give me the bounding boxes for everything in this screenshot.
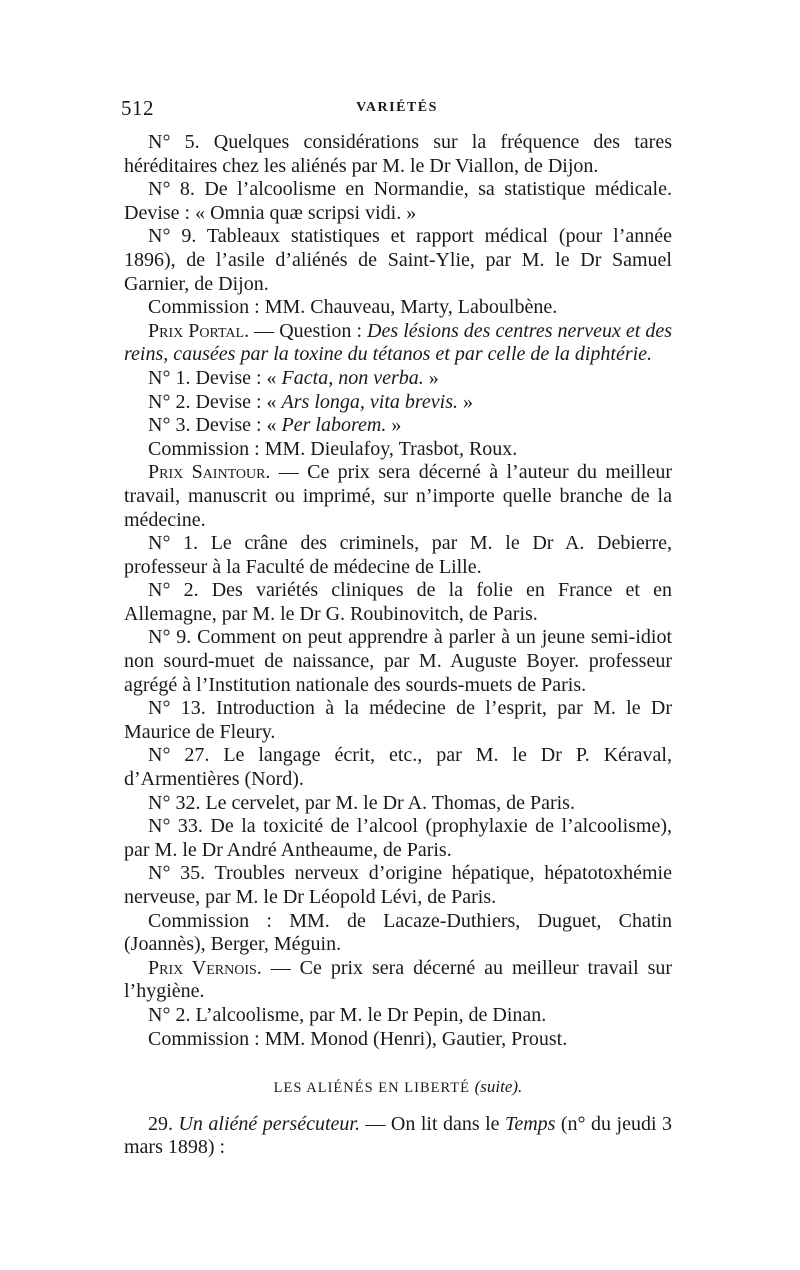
paragraph: N° 32. Le cervelet, par M. le Dr A. Thomas, de Paris. bbox=[148, 791, 575, 814]
final-paragraph: 29. Un aliéné persécuteur. — On lit dans le Temps (n° du jeudi 3 mars 1898) : bbox=[124, 1112, 672, 1159]
paragraph: N° 27. Le langage écrit, etc., par M. le Dr P. Kéraval, d’Armentières (Nord). bbox=[124, 744, 672, 791]
paragraph: N° 33. De la toxicité de l’alcool (prophylaxie de l’alcoolisme), par M. le Dr André Antheaume, de Paris. bbox=[124, 815, 672, 861]
paragraph: N° 5. Quelques considérations sur la fréquence des tares héréditaires chez les aliénés par M. le Dr Viallon, de Dijon. bbox=[124, 131, 672, 177]
paragraph: N° 9. Tableaux statistiques et rapport médical (pour l’année 1896), de l’asile d’aliénés de Saint-Ylie, par M. le Dr Samuel Garnier, de Dijon. bbox=[124, 225, 672, 295]
prize-vernois-paragraph: Prix Vernois. — Ce prix sera décerné au meilleur travail sur l’hygiène. bbox=[124, 956, 673, 1003]
paragraph: N° 13. Introduction à la médecine de l’esprit, par M. le Dr Maurice de Fleury. bbox=[124, 697, 672, 743]
paragraph: N° 35. Troubles nerveux d’origine hépatique, hépatotoxhémie nerveuse, par M. le Dr Léopold Lévi, de Paris. bbox=[124, 862, 672, 908]
page-number: 512 bbox=[121, 96, 154, 120]
paragraph: N° 8. De l’alcoolisme en Normandie, sa statistique médicale. Devise : « Omnia quæ scripsi vidi. » bbox=[124, 178, 672, 224]
prize-portal-paragraph: Prix Portal. — Question : Des lésions des centres nerveux et des reins, causées par la toxine du tétanos et par celle de la diphtérie. bbox=[124, 319, 673, 366]
devise-paragraph: N° 3. Devise : « Per laborem. » bbox=[148, 414, 402, 437]
devise-paragraph: N° 2. Devise : « Ars longa, vita brevis. » bbox=[148, 390, 474, 413]
prize-name: Prix Saintour. bbox=[148, 461, 271, 484]
prize-name: Prix Portal. bbox=[148, 319, 250, 342]
prize-saintour-paragraph: Prix Saintour. — Ce prix sera décerné à l’auteur du meilleur travail, manuscrit ou imprimé, sur n’importe quelle branche de la médecine. bbox=[124, 461, 672, 531]
devise-paragraph: N° 1. Devise : « Facta, non verba. » bbox=[148, 366, 439, 389]
paragraph: N° 2. Des variétés cliniques de la folie en France et en Allemagne, par M. le Dr G. Roubinovitch, de Paris. bbox=[124, 579, 672, 625]
paragraph: Commission : MM. de Lacaze-Duthiers, Duguet, Chatin (Joannès), Berger, Méguin. bbox=[124, 909, 672, 956]
prize-name: Prix Vernois. bbox=[148, 956, 262, 979]
running-title: VARIÉTÉS bbox=[356, 100, 438, 115]
paragraph: Commission : MM. Dieulafoy, Trasbot, Roux. bbox=[148, 437, 518, 460]
text-body bbox=[124, 131, 672, 1160]
page-header bbox=[121, 96, 673, 126]
paragraph: N° 2. L’alcoolisme, par M. le Dr Pepin, de Dinan. bbox=[148, 1003, 547, 1026]
section-heading: LES ALIÉNÉS EN LIBERTÉ (suite). bbox=[273, 1077, 523, 1097]
paragraph: N° 9. Comment on peut apprendre à parler à un jeune semi-idiot non sourd-muet de naissance, par M. Auguste Boyer. professeur agrégé à l’Institution nationale des sourds-muets de Paris. bbox=[124, 626, 672, 696]
paragraph: Commission : MM. Monod (Henri), Gautier, Proust. bbox=[148, 1027, 568, 1050]
paragraph: Commission : MM. Chauveau, Marty, Laboulbène. bbox=[148, 296, 558, 319]
paragraph: N° 1. Le crâne des criminels, par M. le Dr A. Debierre, professeur à la Faculté de médecine de Lille. bbox=[124, 532, 672, 578]
